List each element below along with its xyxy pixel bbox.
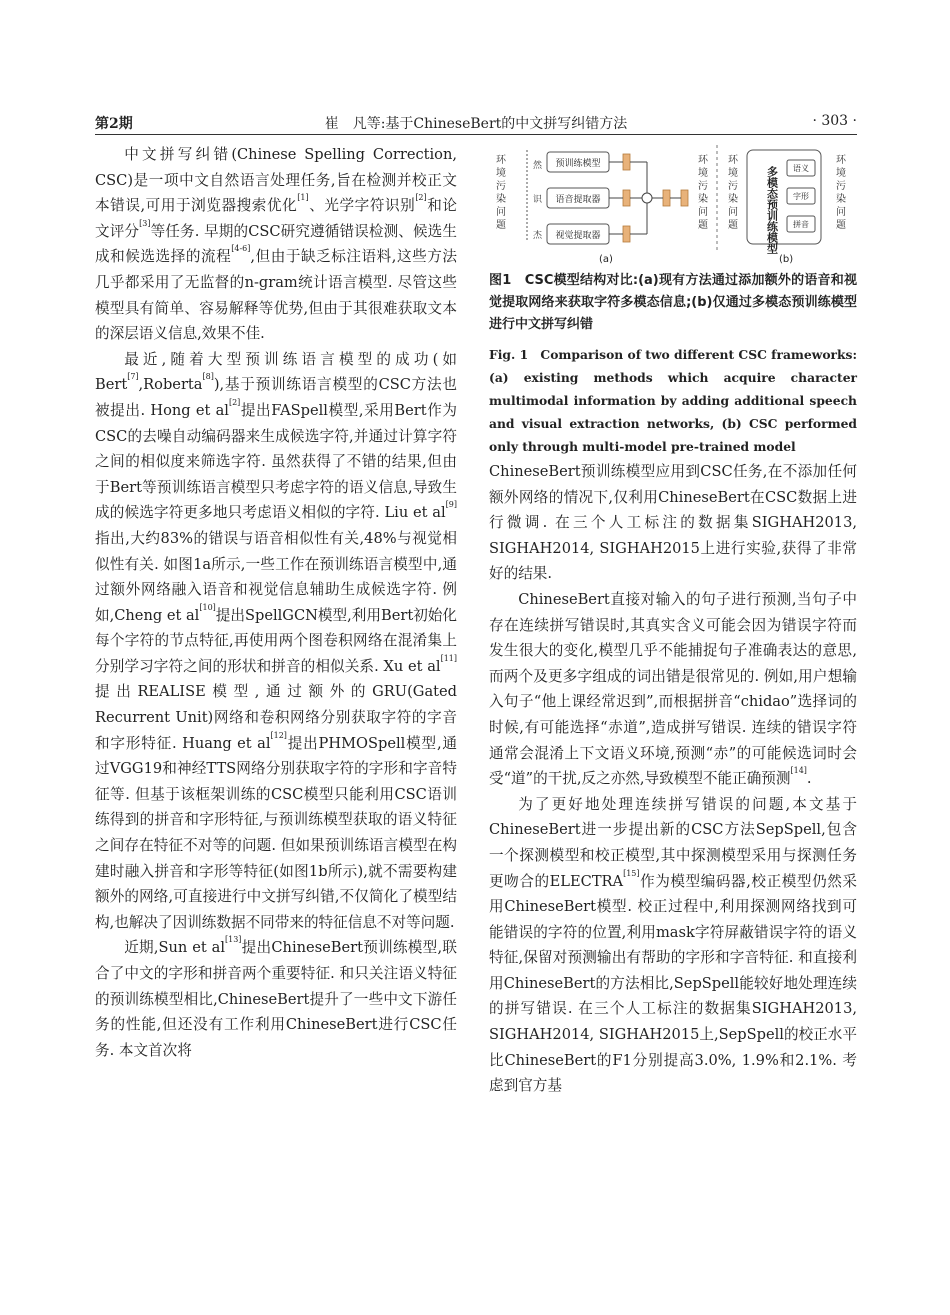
caption-zh: 图1 CSC模型结构对比:(a)现有方法通过添加额外的语音和视觉提取网络来获取字符多模态信息;(b)仅通过多模态预训练模型进行中文拼写纠错: [489, 273, 857, 332]
left-column: [95, 142, 457, 1063]
box-speech: 语音提取器: [555, 195, 601, 205]
label-a: (a): [599, 254, 613, 265]
header-rule: [95, 134, 857, 135]
box-visual: 视觉提取器: [555, 231, 601, 241]
page-number: · 303 ·: [812, 113, 857, 129]
env-label-right2: 环境污染问题: [833, 154, 845, 232]
env-label-mid: 环境污染问题: [695, 154, 707, 232]
paragraph: ChineseBert预训练模型应用到CSC任务,在不添加任何额外网络的情况下,仅利用ChineseBert在CSC数据上进行微调. 在三个人工标注的数据集SIGHAH2013, SIGHAH2014, SIGHAH2015上进行实验,获得了非常好的结果.: [489, 463, 857, 583]
paragraph: 近期,Sun et al[13]提出ChineseBert预训练模型,联合了中文的字形和拼音两个重要特征. 和只关注语义特征的预训练模型相比,ChineseBert提升了一些中文下游任务的性能,但还没有工作利用ChineseBert进行CSC任务. 本文首次将: [95, 935, 457, 1059]
char-2: 杰: [533, 231, 543, 241]
small-pinyin: 拼音: [793, 220, 809, 229]
char-0: 然: [533, 161, 543, 171]
paragraph: ChineseBert直接对输入的句子进行预测,当句子中存在连续拼写错误时,其真实含义可能会因为错误字符而发生很大的变化,模型几乎不能捕捉句子准确表达的意思,而两个及更多字组成的词出错是很常见的. 例如,用户想输入句子“他上课经常迟到”,而根据拼音“chidao”选择词的时候,有可能选择“赤道”,造成拼写错误. 连续的错误字符通常会混淆上下文语义环境,预测“赤”的可能候选词时会受“道”的干扰,反之亦然,导致模型不能正确预测[14].: [489, 590, 857, 788]
caption-en: Fig. 1 Comparison of two different CSC frameworks: (a) existing methods which acquire character multimodal information by adding additional speech and visual extraction networks, (b) CSC performed only through multi-model pre-trained model: [489, 347, 857, 454]
figure-1: [489, 140, 857, 265]
multimodal-box: 多模态预训练模型: [765, 166, 779, 254]
issue-label: 第2期: [95, 116, 133, 132]
env-label-left: 环境污染问题: [493, 154, 505, 232]
small-glyph: 字形: [793, 192, 809, 201]
left-chars: [533, 159, 543, 241]
figure-diagram: [489, 140, 857, 265]
label-b: (b): [779, 254, 794, 265]
char-1: 识: [533, 195, 543, 205]
paragraph: 中文拼写纠错(Chinese Spelling Correction, CSC)是一项中文自然语言处理任务,旨在检测并校正文本错误,可用于浏览器搜索优化[1]、光学字符识别[2]和论文评分[3]等任务. 早期的CSC研究遵循错误检测、候选生成和候选选择的流程[4-6],但由于缺乏标注语料,这些方法几乎都采用了无监督的n-gram统计语言模型. 尽管这些模型具有简单、容易解释等优势,但由于其很难获取文本的深层语义信息,效果不佳.: [95, 146, 457, 343]
paragraph: 为了更好地处理连续拼写错误的问题,本文基于ChineseBert进一步提出新的CSC方法SepSpell,包含一个探测模型和校正模型,其中探测模型采用与探测任务更吻合的ELECTRA[15]作为模型编码器,校正模型仍然采用ChineseBert模型. 校正过程中,利用探测网络找到可能错误的字符的位置,利用mask字符屏蔽错误字符的语义特征,保留对预测输出有帮助的字形和字音特征. 和直接利用ChineseBert的方法相比,SepSpell能较好地处理连续的拼写错误. 在三个人工标注的数据集SIGHAH2013, SIGHAH2014, SIGHAH2015上,SepSpell的校正水平比ChineseBert的F1分别提高3.0%, 1.9%和2.1%. 考虑到官方基: [489, 795, 857, 1095]
running-title: 崔 凡等:基于ChineseBert的中文拼写纠错方法: [324, 116, 628, 132]
small-semantic: 语义: [793, 164, 809, 173]
right-column: [489, 459, 857, 1099]
paragraph: 最近,随着大型预训练语言模型的成功(如Bert[7],Roberta[8]),基于预训练语言模型的CSC方法也被提出. Hong et al[2]提出FASpell模型,采用Bert作为CSC的去噪自动编码器来生成候选字符,并通过计算字符之间的相似度来筛选字符. 虽然获得了不错的结果,但由于Bert等预训练语言模型只考虑字符的语义信息,导致生成的候选字符更多地只考虑语义相似的字符. Liu et al[9]指出,大约83%的错误与语音相似性有关,48%与视觉相似性有关. 如图1a所示,一些工作在预训练语言模型中,通过额外网络融入语音和视觉信息辅助生成候选字符. 例如,Cheng et al[10]提出SpellGCN模型,利用Bert初始化每个字符的节点特征,再使用两个图卷积网络在混淆集上分别学习字符之间的形状和拼音的相似关系. Xu et al[11]提出REALISE模型,通过额外的GRU(Gated Recurrent Unit)网络和卷积网络分别获取字符的字音和字形特征. Huang et al[12]提出PHMOSpell模型,通过VGG19和神经TTS网络分别获取字符的字形和字音特征等. 但基于该框架训练的CSC模型只能利用CSC语训练得到的拼音和字形特征,与预训练模型获取的语义特征之间存在特征不对等的问题. 但如果预训练语言模型在构建时融入拼音和字形等特征(如图1b所示),就不需要构建额外的网络,可直接进行中文拼写纠错,不仅简化了模型结构,也解决了因训练数据不同带来的特征信息不对等问题.: [95, 350, 458, 931]
env-label-right1: 环境污染问题: [725, 154, 737, 232]
box-pretrain: 预训练模型: [555, 159, 601, 169]
